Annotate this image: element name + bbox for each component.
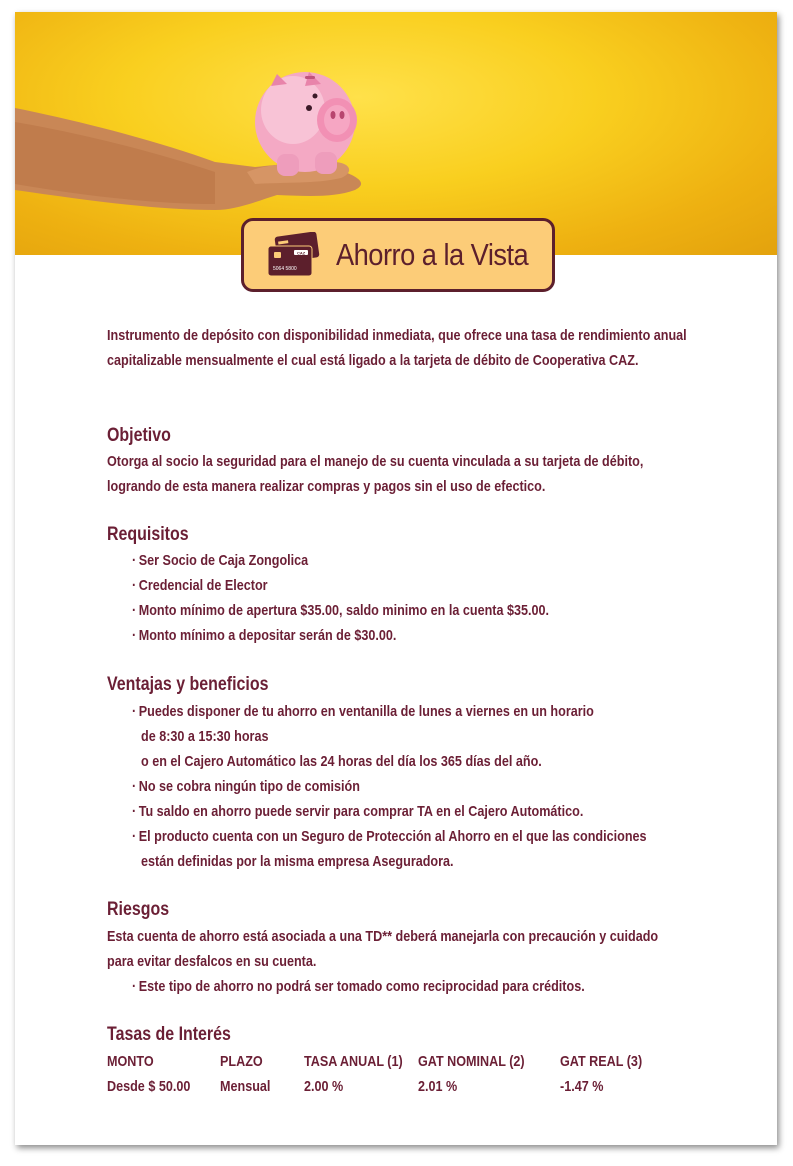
tasas-cell-tasa-anual: 2.00 % (304, 1078, 344, 1095)
ventaja-item-1-line-1: · Puedes disponer de tu ahorro en ventanilla de lunes a viernes en un horario (132, 703, 594, 720)
tasas-cell-gat-nominal: 2.01 % (418, 1078, 458, 1095)
tasas-heading: Tasas de Interés (107, 1024, 231, 1045)
riesgos-line-1: Esta cuenta de ahorro está asociada a una TD** deberá manejarla con precaución y cuidado (107, 928, 659, 945)
ventaja-item-3: · Tu saldo en ahorro puede servir para comprar TA en el Cajero Automático. (132, 803, 583, 820)
objetivo-heading: Objetivo (107, 425, 171, 446)
ventaja-item-2: · No se cobra ningún tipo de comisión (132, 778, 360, 795)
ventaja-item-1-line-3: o en el Cajero Automático las 24 horas del día los 365 días del año. (141, 753, 542, 770)
ventaja-item-1-line-2: de 8:30 a 15:30 horas (141, 728, 269, 745)
card-number-label: 5064 5800 (273, 266, 297, 272)
ventajas-heading: Ventajas y beneficios (107, 674, 269, 695)
riesgos-line-2: para evitar desfalcos en su cuenta. (107, 953, 317, 970)
requisito-item: · Ser Socio de Caja Zongolica (132, 552, 308, 569)
title-banner (241, 218, 555, 292)
tasas-cell-monto: Desde $ 50.00 (107, 1078, 191, 1095)
tasas-cell-plazo: Mensual (220, 1078, 271, 1095)
document-page (15, 12, 777, 1145)
ventaja-item-4-line-1: · El producto cuenta con un Seguro de Protección al Ahorro en el que las condiciones (132, 828, 647, 845)
tasas-header-gat-nominal: GAT NOMINAL (2) (418, 1053, 525, 1070)
tasas-cell-gat-real: -1.47 % (560, 1078, 604, 1095)
objetivo-line-1: Otorga al socio la seguridad para el manejo de su cuenta vinculada a su tarjeta de débito, (107, 453, 644, 470)
card-brand-label: CAZ (297, 250, 306, 256)
tasas-header-monto: MONTO (107, 1053, 154, 1070)
credit-card-icon (266, 232, 322, 278)
requisito-item: · Credencial de Elector (132, 577, 268, 594)
intro-line-2: capitalizable mensualmente el cual está ligado a la tarjeta de débito de Cooperativa CAZ. (107, 352, 639, 369)
requisitos-heading: Requisitos (107, 524, 189, 545)
riesgos-heading: Riesgos (107, 899, 170, 920)
tasas-header-tasa-anual: TASA ANUAL (1) (304, 1053, 403, 1070)
tasas-header-gat-real: GAT REAL (3) (560, 1053, 643, 1070)
riesgos-item: · Este tipo de ahorro no podrá ser tomado como reciprocidad para créditos. (132, 978, 585, 995)
objetivo-line-2: logrando de esta manera realizar compras y pagos sin el uso de efectico. (107, 478, 546, 495)
ventaja-item-4-line-2: están definidas por la misma empresa Aseguradora. (141, 853, 454, 870)
requisito-item: · Monto mínimo de apertura $35.00, saldo minimo en la cuenta $35.00. (132, 602, 549, 619)
page-title: Ahorro a la Vista (336, 237, 529, 272)
tasas-header-plazo: PLAZO (220, 1053, 263, 1070)
intro-line-1: Instrumento de depósito con disponibilidad inmediata, que ofrece una tasa de rendimiento anual (107, 327, 687, 344)
requisito-item: · Monto mínimo a depositar serán de $30.00. (132, 627, 396, 644)
